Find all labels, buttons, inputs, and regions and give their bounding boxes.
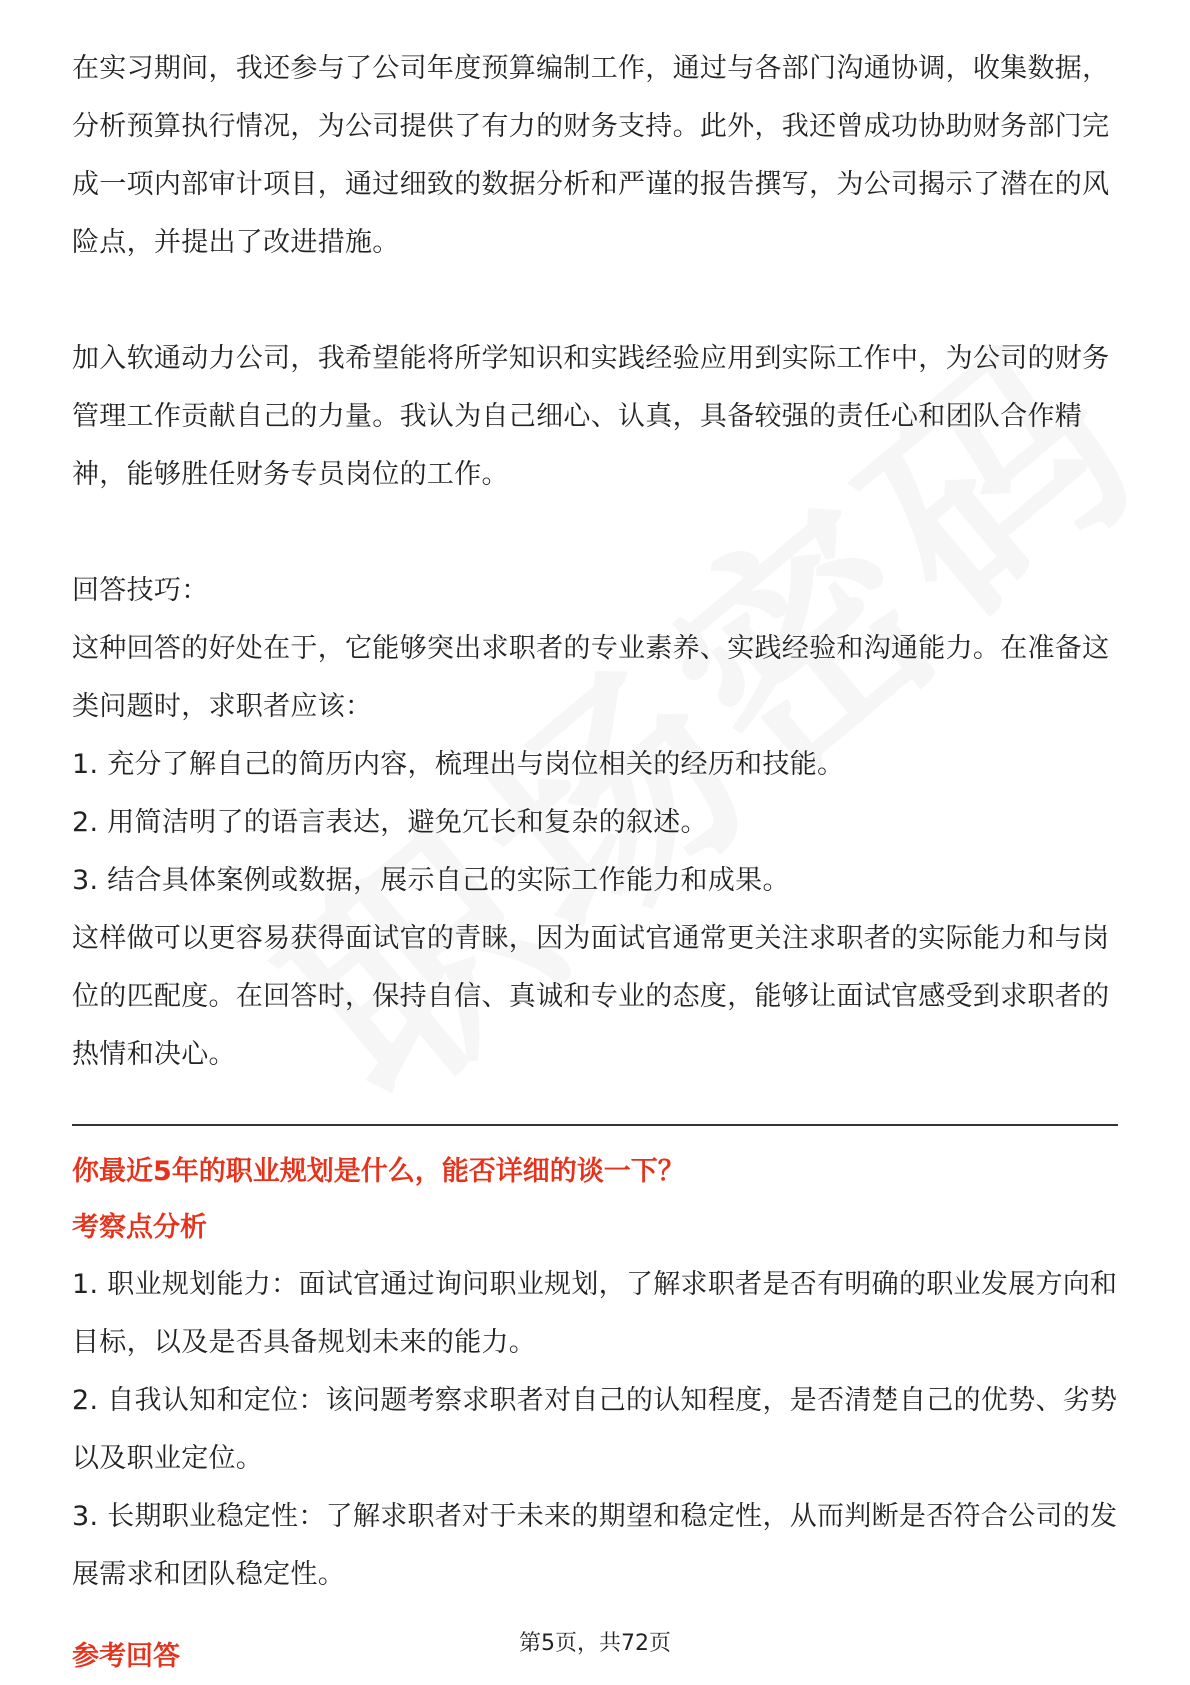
reference-heading: 参考回答 — [72, 1641, 180, 1672]
tips-intro: 这种回答的好处在于，它能够突出求职者的专业素养、实践经验和沟通能力。在准备这类问题时，求职者应该： — [72, 633, 1110, 722]
tips-label: 回答技巧： — [72, 575, 209, 606]
tips-item-1: 1. 充分了解自己的简历内容，梳理出与岗位相关的经历和技能。 — [72, 749, 845, 780]
tips-item-3: 3. 结合具体案例或数据，展示自己的实际工作能力和成果。 — [72, 865, 790, 896]
paragraph-motivation: 加入软通动力公司，我希望能将所学知识和实践经验应用到实际工作中，为公司的财务管理工作贡献自己的力量。我认为自己细心、认真，具备较强的责任心和团队合作精神，能够胜任财务专员岗位的工作。 — [72, 343, 1110, 490]
analysis-item-1: 1. 职业规划能力：面试官通过询问职业规划，了解求职者是否有明确的职业发展方向和目标，以及是否具备规划未来的能力。 — [72, 1269, 1118, 1358]
analysis-item-3: 3. 长期职业稳定性：了解求职者对于未来的期望和稳定性，从而判断是否符合公司的发展需求和团队稳定性。 — [72, 1501, 1118, 1590]
section-divider — [72, 1124, 1118, 1126]
question-title: 你最近5年的职业规划是什么，能否详细的谈一下？ — [72, 1156, 685, 1187]
paragraph-internship: 在实习期间，我还参与了公司年度预算编制工作，通过与各部门沟通协调，收集数据，分析预算执行情况，为公司提供了有力的财务支持。此外，我还曾成功协助财务部门完成一项内部审计项目，通过细致的数据分析和严谨的报告撰写，为公司揭示了潜在的风险点，并提出了改进措施。 — [72, 53, 1110, 258]
document-body — [72, 40, 1118, 1685]
tips-item-2: 2. 用简洁明了的语言表达，避免冗长和复杂的叙述。 — [72, 807, 708, 838]
analysis-item-2: 2. 自我认知和定位：该问题考察求职者对自己的认知程度，是否清楚自己的优势、劣势以及职业定位。 — [72, 1385, 1118, 1474]
page-footer: 第5页，共72页 — [519, 1631, 671, 1656]
analysis-heading: 考察点分析 — [72, 1212, 207, 1243]
tips-conclusion: 这样做可以更容易获得面试官的青睐，因为面试官通常更关注求职者的实际能力和与岗位的匹配度。在回答时，保持自信、真诚和专业的态度，能够让面试官感受到求职者的热情和决心。 — [72, 923, 1110, 1070]
